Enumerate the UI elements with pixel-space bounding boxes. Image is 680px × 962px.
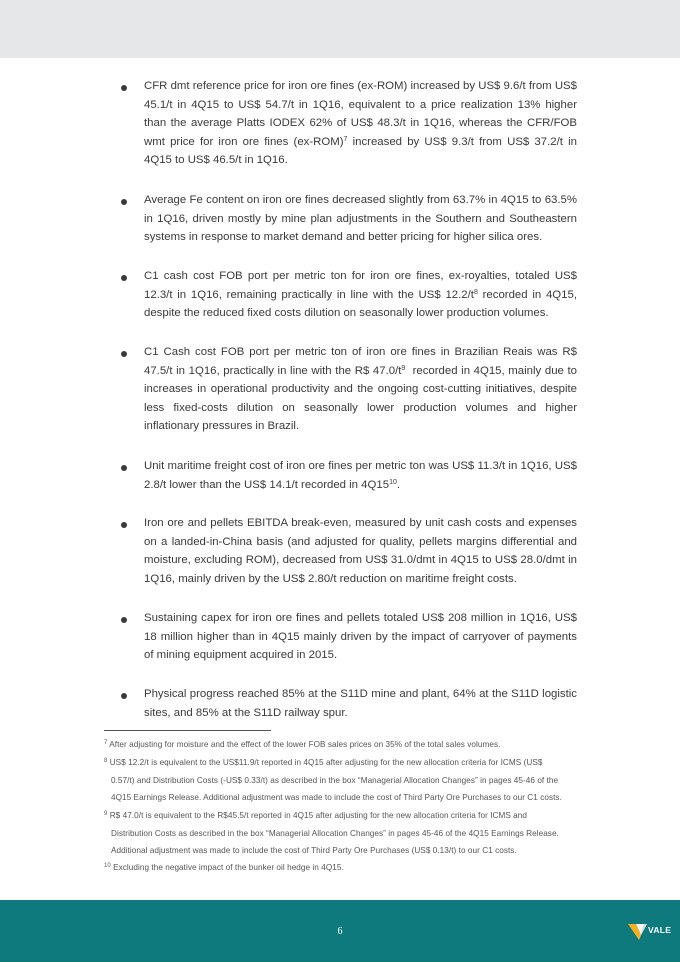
bullet-paragraph-7: Sustaining capex for iron ore fines and pellets totaled US$ 208 million in 1Q16, US$ 18 million higher than in 4Q15 mainly driven by the impact of carryover of payments of mining equipment acquired in 2015. bbox=[144, 612, 577, 662]
bullet-paragraph-2: Average Fe content on iron ore fines decreased slightly from 63.7% in 4Q15 to 63.5% in 1Q16, driven mostly by mine plan adjustments in the Southern and Southeastern systems in response to market demand and better pricing for higher silica ores. bbox=[144, 194, 577, 244]
footnote-8 bbox=[104, 754, 582, 807]
bullet-dot bbox=[121, 617, 127, 623]
page-number: 6 bbox=[337, 926, 343, 937]
bullet-dot bbox=[121, 693, 127, 699]
footnote-line: US$ 12.2/t is equivalent to the US$11.9/t reported in 4Q15 after adjusting for the new allocation criteria for ICMS (US$ bbox=[109, 758, 543, 767]
footnote-number: 9 bbox=[104, 811, 108, 817]
bullet-paragraph-6: Iron ore and pellets EBITDA break-even, measured by unit cash costs and expenses on a landed-in-China basis (and adjusted for quality, pellets margins differential and moisture, excluding ROM), decreased from US$ 31.0/dmt in 4Q15 to US$ 28.0/dmt in 1Q16, mainly driven by the US$ 2.80/t reduction on maritime freight costs. bbox=[144, 517, 577, 585]
footnote-line: 0.57/t) and Distribution Costs (-US$ 0.33/t) as described in the box “Managerial Allocation Changes” in pages 45-46 of the bbox=[111, 775, 559, 785]
footnote-number: 7 bbox=[104, 740, 108, 746]
footnote-10 bbox=[104, 859, 582, 877]
logo-text: VALE bbox=[648, 925, 672, 935]
bullet-dot bbox=[121, 275, 127, 281]
footnote-line: After adjusting for moisture and the effect of the lower FOB sales prices on 35% of the total sales volumes. bbox=[109, 740, 501, 749]
footnote-separator bbox=[104, 730, 271, 731]
bullet-dot bbox=[121, 85, 127, 91]
bullet-paragraph-5: Unit maritime freight cost of iron ore fines per metric ton was US$ 11.3/t in 1Q16, US$ 2.8/t lower than the US$ 14.1/t recorded in $4Q15^{10}$. bbox=[144, 460, 577, 491]
footnote-9 bbox=[104, 807, 582, 860]
bullet-dot bbox=[121, 522, 127, 528]
footnote-number: 10 bbox=[104, 863, 111, 869]
footnote-line: R$ 47.0/t is equivalent to the R$45.5/t reported in 4Q15 after adjusting for the new allocation criteria for ICMS and bbox=[109, 811, 527, 820]
footnote-line: Excluding the negative impact of the bunker oil hedge in 4Q15. bbox=[113, 863, 344, 872]
footnote-line: Distribution Costs as described in the box “Managerial Allocation Changes” in pages 45-46 of the 4Q15 Earnings Release. bbox=[111, 828, 559, 838]
footnote-line: Additional adjustment was made to include the cost of Third Party Ore Purchases (US$ 0.13/t) to our C1 costs. bbox=[111, 846, 517, 856]
bullet-dot bbox=[121, 199, 127, 205]
footnote-line: 4Q15 Earnings Release. Additional adjustment was made to include the cost of Third Party Ore Purchases to our C1 costs. bbox=[111, 793, 562, 803]
bullet-paragraph-1: CFR dmt reference price for iron ore fines (ex-ROM) increased by US$ 9.6/t from US$ 45.1/t in 4Q15 to US$ 54.7/t in 1Q16, equivalent to a price realization 13% higher than the average Platts IODEX 62% of US$ 48.3/t in 1Q16, whereas the CFR/FOB wmt price for iron ore fines $(ex-ROM)^7$ increased by US$ 9.3/t from US$ 37.2/t in 4Q15 to US$ 46.5/t in 1Q16. bbox=[144, 80, 577, 167]
bullet-dot bbox=[121, 465, 127, 471]
bullet-paragraph-3: C1 cash cost FOB port per metric ton for iron ore fines, ex-royalties, totaled US$ 12.3/t in 1Q16, remaining practically in line with the US$ $12.2/t^8$ recorded in 4Q15, despite the reduced fixed costs dilution on seasonally lower production volumes. bbox=[144, 270, 577, 320]
header-band bbox=[0, 0, 680, 58]
footnote-7 bbox=[104, 736, 582, 754]
bullet-paragraph-4: C1 Cash cost FOB port per metric ton of iron ore fines in Brazilian Reais was R$ 47.5/t in 1Q16, practically in line with the R$ $47.0/t^9$ recorded in 4Q15, mainly due to increases in operational productivity and the ongoing cost-cutting initiatives, despite less fixed-costs dilution on seasonally lower production volumes and higher inflationary pressures in Brazil. bbox=[144, 346, 577, 433]
footnote-number: 8 bbox=[104, 758, 108, 764]
bullet-dot bbox=[121, 351, 127, 357]
bullet-paragraph-8: Physical progress reached 85% at the S11D mine and plant, 64% at the S11D logistic sites, and 85% at the S11D railway spur. bbox=[144, 688, 577, 719]
